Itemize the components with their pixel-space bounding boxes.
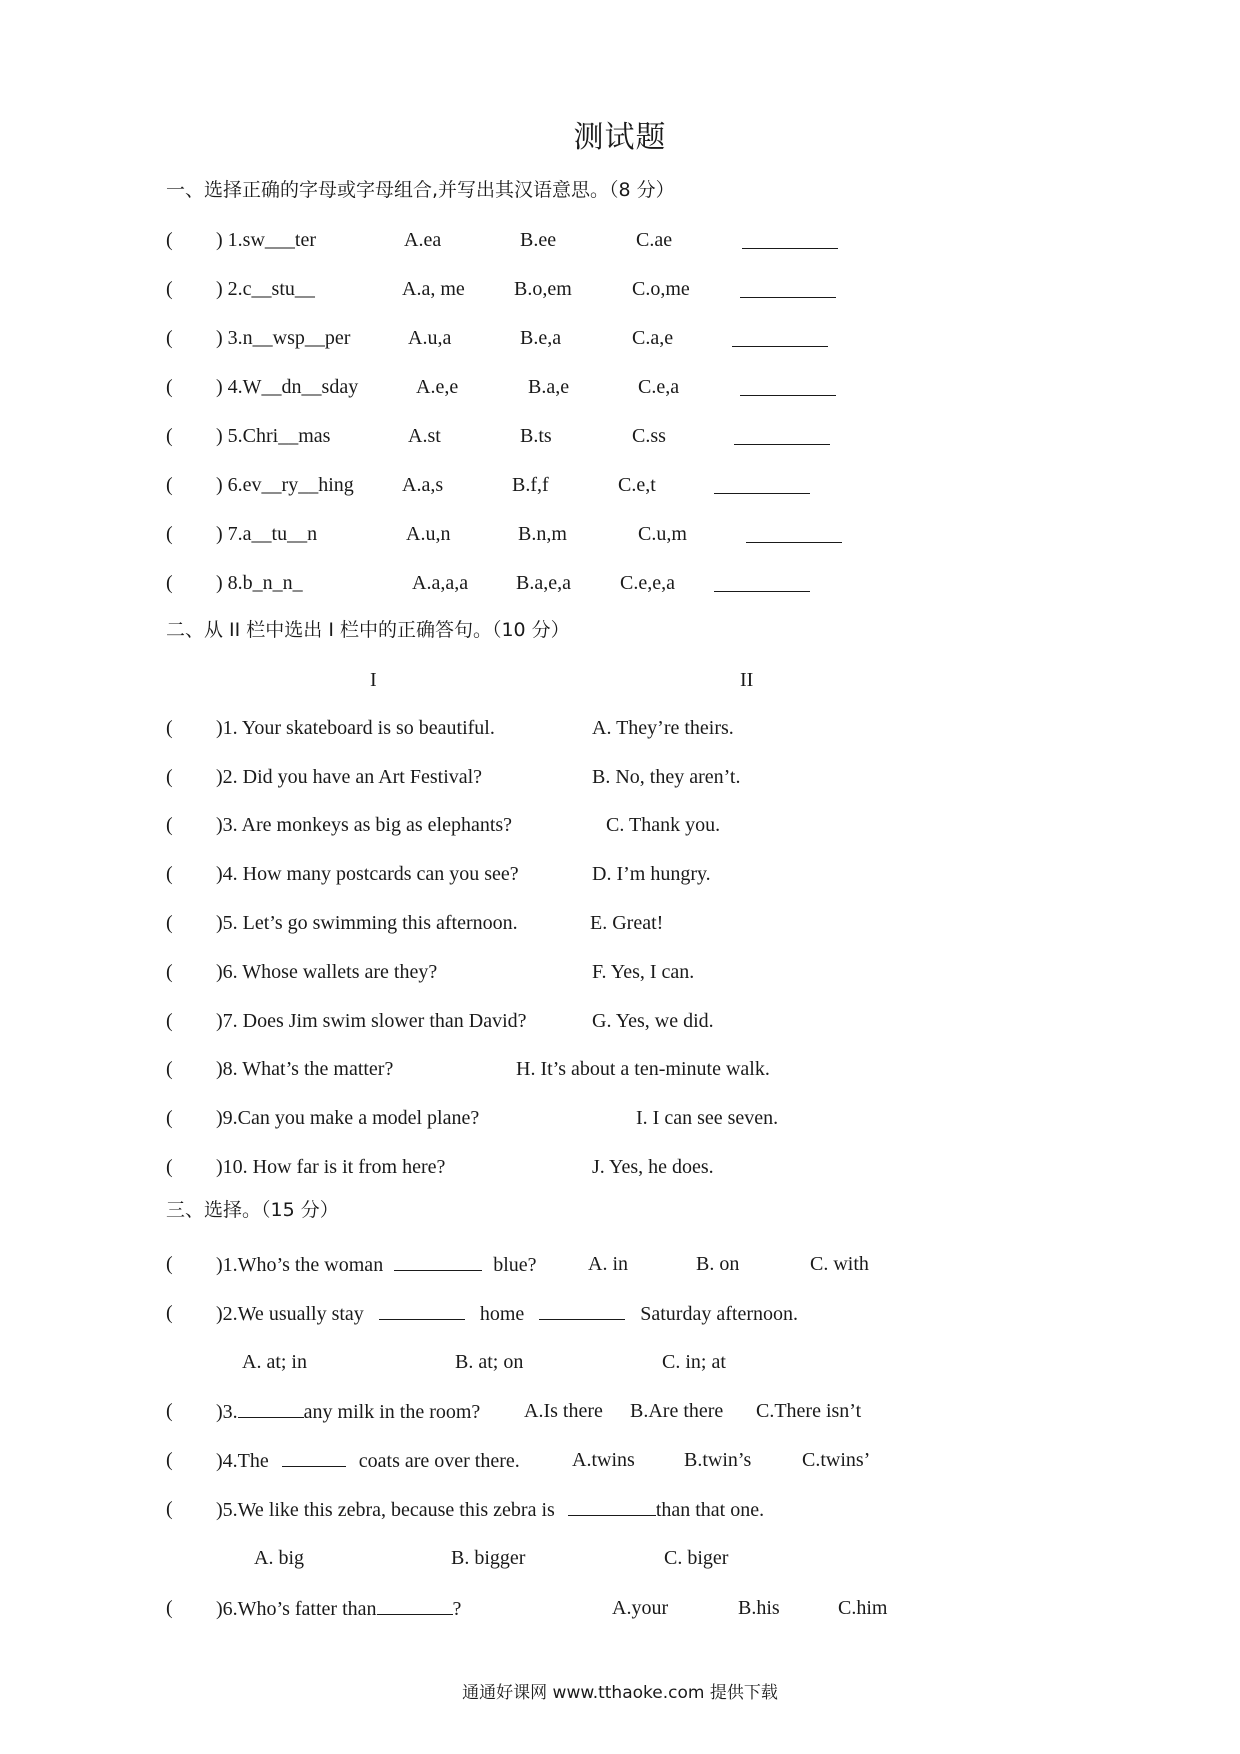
answer-blank[interactable] <box>377 1596 453 1615</box>
s3-q1-option-a: A. in <box>588 1253 628 1275</box>
word-fragment: mas <box>298 425 331 447</box>
letter-blank[interactable]: __ <box>304 327 325 349</box>
s3-q2-text: )2.We usually stay home Saturday afternoon. <box>216 1303 798 1325</box>
s1-q2-option-a: A.a, me <box>402 278 465 300</box>
s3-q3-text: )3. any milk in the room? <box>216 1401 481 1423</box>
s3-q1-text: )1.Who’s the woman blue? <box>216 1254 537 1276</box>
s2-q8-question: )8. What’s the matter? <box>216 1058 394 1080</box>
letter-blank[interactable]: __ <box>252 327 273 349</box>
s3-q5-option-a: A. big <box>254 1547 304 1569</box>
s2-answer-3: C. Thank you. <box>606 814 721 836</box>
section2-heading: 二、从 II 栏中选出 I 栏中的正确答句。（10 分） <box>166 619 570 641</box>
word-fragment: wsp <box>272 327 305 349</box>
answer-blank[interactable] <box>394 1252 482 1271</box>
s3-q4-option-a: A.twins <box>572 1449 635 1471</box>
s2-answer-2: B. No, they aren’t. <box>592 766 741 788</box>
s1-q1-option-b: B.ee <box>520 229 557 251</box>
s1-q7-paren: ( <box>166 523 173 545</box>
s2-q9-question: )9.Can you make a model plane? <box>216 1107 480 1129</box>
s1-q8-option-b: B.a,e,a <box>516 572 571 594</box>
s1-q4-option-b: B.a,e <box>528 376 570 398</box>
answer-blank[interactable] <box>282 1448 346 1467</box>
s3-q3-paren: ( <box>166 1400 173 1422</box>
letter-blank[interactable]: __ <box>251 278 272 300</box>
letter-blank[interactable]: __ <box>278 425 299 447</box>
s1-q7-option-c: C.u,m <box>638 523 687 545</box>
s1-q3-option-a: A.u,a <box>408 327 452 349</box>
s2-q7-paren: ( <box>166 1010 173 1032</box>
s2-q8-paren: ( <box>166 1058 173 1080</box>
s3-q4-option-b: B.twin’s <box>684 1449 752 1471</box>
page-title: 测试题 <box>573 120 667 155</box>
letter-blank[interactable]: __ <box>261 474 282 496</box>
s1-q6-option-b: B.f,f <box>512 474 549 496</box>
meaning-answer-line[interactable] <box>742 248 838 249</box>
s2-q6-question: )6. Whose wallets are they? <box>216 961 438 983</box>
answer-blank[interactable] <box>238 1399 304 1418</box>
word-fragment: sday <box>321 376 359 398</box>
s1-q7-option-b: B.n,m <box>518 523 567 545</box>
s2-q10-paren: ( <box>166 1156 173 1178</box>
column-i-label: I <box>370 669 377 691</box>
s2-q5-question: )5. Let’s go swimming this afternoon. <box>216 912 518 934</box>
meaning-answer-line[interactable] <box>746 542 842 543</box>
s1-q8-paren: ( <box>166 572 173 594</box>
word-fragment: ter <box>294 229 316 251</box>
s2-q2-question: )2. Did you have an Art Festival? <box>216 766 483 788</box>
s3-q6-option-c: C.him <box>838 1597 888 1619</box>
word-fragment: ) 7.a <box>216 523 252 545</box>
letter-blank[interactable]: __ <box>298 474 319 496</box>
s3-q5-option-c: C. biger <box>664 1547 729 1569</box>
s3-q4-text: )4.The coats are over there. <box>216 1450 520 1472</box>
answer-blank[interactable] <box>539 1301 625 1320</box>
letter-blank[interactable]: __ <box>251 523 272 545</box>
s1-q5-option-b: B.ts <box>520 425 552 447</box>
s1-q5-option-c: C.ss <box>632 425 666 447</box>
word-fragment: stu <box>271 278 295 300</box>
meaning-answer-line[interactable] <box>714 591 810 592</box>
s3-q4-option-c: C.twins’ <box>802 1449 871 1471</box>
word-fragment: n <box>307 523 318 545</box>
s2-answer-9: I. I can see seven. <box>636 1107 779 1129</box>
meaning-answer-line[interactable] <box>714 493 810 494</box>
s1-q1-option-a: A.ea <box>404 229 442 251</box>
word-fragment: hing <box>318 474 354 496</box>
section3-heading: 三、选择。（15 分） <box>166 1199 339 1221</box>
s3-q3-option-a: A.Is there <box>524 1400 603 1422</box>
s1-q3-paren: ( <box>166 327 173 349</box>
s3-q5-text: )5.We like this zebra, because this zebra is than that one. <box>216 1499 765 1521</box>
s1-q5-word <box>216 424 330 448</box>
word-fragment: ry <box>281 474 299 496</box>
s1-q3-option-b: B.e,a <box>520 327 562 349</box>
s3-q3-option-b: B.Are there <box>630 1400 724 1422</box>
s3-q6-text: )6.Who’s fatter than ? <box>216 1598 462 1620</box>
s2-q1-paren: ( <box>166 717 173 739</box>
s1-q6-paren: ( <box>166 474 173 496</box>
s2-q7-question: )7. Does Jim swim slower than David? <box>216 1010 527 1032</box>
s1-q2-paren: ( <box>166 278 173 300</box>
s1-q8-word <box>216 571 303 595</box>
s1-q5-paren: ( <box>166 425 173 447</box>
s2-answer-8: H. It’s about a ten-minute walk. <box>516 1058 770 1080</box>
s1-q4-option-c: C.e,a <box>638 376 680 398</box>
word-fragment: _n <box>272 572 293 594</box>
answer-blank[interactable] <box>379 1301 465 1320</box>
s3-q3-option-c: C.There isn’t <box>756 1400 862 1422</box>
s2-answer-7: G. Yes, we did. <box>592 1010 714 1032</box>
section1-heading: 一、选择正确的字母或字母组合,并写出其汉语意思。（8 分） <box>166 179 675 201</box>
letter-blank[interactable]: _ <box>292 572 303 594</box>
s2-answer-10: J. Yes, he does. <box>592 1156 714 1178</box>
s2-answer-4: D. I’m hungry. <box>592 863 711 885</box>
s2-q5-paren: ( <box>166 912 173 934</box>
s3-q2-paren: ( <box>166 1302 173 1324</box>
letter-blank[interactable]: __ <box>287 523 308 545</box>
s1-q7-option-a: A.u,n <box>406 523 451 545</box>
s2-q3-paren: ( <box>166 814 173 836</box>
s3-q6-paren: ( <box>166 1597 173 1619</box>
s2-q1-question: )1. Your skateboard is so beautiful. <box>216 717 495 739</box>
meaning-answer-line[interactable] <box>740 395 836 396</box>
s3-q6-option-a: A.your <box>612 1597 669 1619</box>
s1-q1-word <box>216 228 316 252</box>
s1-q3-option-c: C.a,e <box>632 327 674 349</box>
s1-q7-word <box>216 522 317 546</box>
s3-q2-option-c: C. in; at <box>662 1351 726 1373</box>
s2-q4-question: )4. How many postcards can you see? <box>216 863 519 885</box>
meaning-answer-line[interactable] <box>734 444 830 445</box>
s1-q4-paren: ( <box>166 376 173 398</box>
s2-q6-paren: ( <box>166 961 173 983</box>
s2-q4-paren: ( <box>166 863 173 885</box>
s3-q5-option-b: B. bigger <box>451 1547 526 1569</box>
word-fragment: ) 4.W <box>216 376 262 398</box>
s1-q2-word <box>216 277 315 301</box>
s3-q1-option-b: B. on <box>696 1253 740 1275</box>
s1-q6-option-c: C.e,t <box>618 474 656 496</box>
s2-q3-question: )3. Are monkeys as big as elephants? <box>216 814 513 836</box>
letter-blank[interactable]: __ <box>294 278 315 300</box>
s3-q2-option-a: A. at; in <box>242 1351 307 1373</box>
word-fragment: ) 1.sw <box>216 229 265 251</box>
s3-q4-paren: ( <box>166 1449 173 1471</box>
column-ii-label: II <box>740 669 754 691</box>
s1-q8-option-a: A.a,a,a <box>412 572 469 594</box>
s2-q2-paren: ( <box>166 766 173 788</box>
s1-q6-option-a: A.a,s <box>402 474 444 496</box>
s2-answer-1: A. They’re theirs. <box>592 717 734 739</box>
word-fragment: ) 3.n <box>216 327 253 349</box>
s3-q5-paren: ( <box>166 1498 173 1520</box>
meaning-answer-line[interactable] <box>740 297 836 298</box>
s2-answer-5: E. Great! <box>590 912 664 934</box>
letter-blank[interactable]: _n <box>252 572 273 594</box>
word-fragment: ) 8.b <box>216 572 253 594</box>
s3-q1-paren: ( <box>166 1253 173 1275</box>
letter-blank[interactable]: __ <box>301 376 322 398</box>
word-fragment: ) 2.c <box>216 278 252 300</box>
s1-q2-option-b: B.o,em <box>514 278 572 300</box>
s1-q6-word <box>216 473 354 497</box>
word-fragment: tu <box>271 523 288 545</box>
s2-q9-paren: ( <box>166 1107 173 1129</box>
s1-q3-word <box>216 326 350 350</box>
footer-source: 通通好课网 www.tthaoke.com 提供下载 <box>462 1683 778 1703</box>
s1-q1-paren: ( <box>166 229 173 251</box>
s1-q2-option-c: C.o,me <box>632 278 690 300</box>
s1-q4-option-a: A.e,e <box>416 376 459 398</box>
s1-q8-option-c: C.e,e,a <box>620 572 675 594</box>
s1-q1-option-c: C.ae <box>636 229 673 251</box>
s2-q10-question: )10. How far is it from here? <box>216 1156 446 1178</box>
answer-blank[interactable] <box>568 1497 656 1516</box>
s3-q6-option-b: B.his <box>738 1597 780 1619</box>
word-fragment: dn <box>281 376 302 398</box>
letter-blank[interactable]: __ <box>261 376 282 398</box>
word-fragment: per <box>324 327 351 349</box>
s1-q4-word <box>216 375 358 399</box>
s3-q1-option-c: C. with <box>810 1253 869 1275</box>
s1-q5-option-a: A.st <box>408 425 441 447</box>
letter-blank[interactable]: ___ <box>264 229 295 251</box>
s2-answer-6: F. Yes, I can. <box>592 961 695 983</box>
meaning-answer-line[interactable] <box>732 346 828 347</box>
word-fragment: ) 5.Chri <box>216 425 279 447</box>
word-fragment: ) 6.ev <box>216 474 262 496</box>
s3-q2-option-b: B. at; on <box>455 1351 524 1373</box>
